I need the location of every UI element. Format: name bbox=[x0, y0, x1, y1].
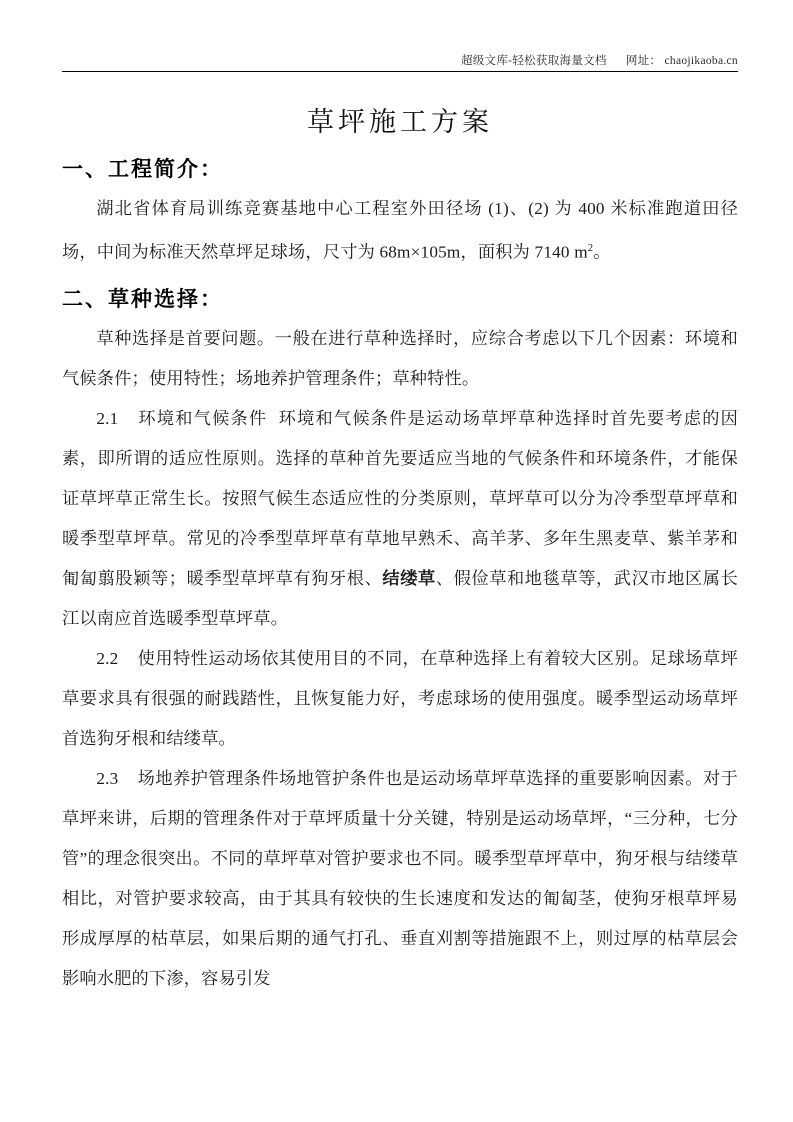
subsection-2-2-paragraph bbox=[62, 639, 738, 759]
subsection-2-1-paragraph bbox=[62, 399, 738, 639]
square-superscript: 2 bbox=[587, 243, 594, 254]
subsection-2-2-body: 运动场依其使用目的不同，在草种选择上有着较大区别。足球场草坪草要求具有很强的耐践踏性，且恢复能力好，考虑球场的使用强度。暖季型运动场草坪首选狗牙根和结缕草。 bbox=[62, 648, 738, 748]
document-body bbox=[62, 92, 738, 999]
header-watermark-text: 超级文库-轻松获取海量文档 bbox=[460, 55, 607, 67]
subsection-2-1-body-after-bold: 、假俭草和地毯草等，武汉市地区属长江以南应首选暖季型草坪草。 bbox=[62, 568, 738, 628]
page-title: 草坪施工方案 bbox=[307, 107, 493, 137]
subsection-2-2-title: 使用特性 bbox=[137, 648, 209, 668]
subsection-2-2-number: 2.2 bbox=[96, 648, 119, 668]
header-url-label: 网址： bbox=[625, 55, 662, 67]
header-divider bbox=[62, 71, 738, 72]
subsection-2-1-body-before-bold: 环境和气候条件是运动场草坪草种选择时首先要考虑的因素，即所谓的适应性原则。选择的草种首先要适应当地的气候条件和环境条件，才能保证草坪草正常生长。按照气候生态适应性的分类原则，草坪草可以分为冷季型草坪草和暖季型草坪草。常见的冷季型草坪草有草地早熟禾、高羊茅、多年生黑麦草、紫羊茅和匍匐翦股颖等；暖季型草坪草有狗牙根、 bbox=[62, 408, 738, 588]
subsection-2-3-title: 场地养护管理条件 bbox=[137, 768, 279, 788]
subsection-2-1-number: 2.1 bbox=[96, 408, 119, 428]
section-1-paragraph-text: 湖北省体育局训练竞赛基地中心工程室外田径场 (1)、(2) 为 400 米标准跑道田径场，中间为标准天然草坪足球场，尺寸为 68m×105m，面积为 7140 m bbox=[62, 199, 738, 262]
section-1-paragraph bbox=[62, 189, 738, 273]
unit-period: 。 bbox=[593, 242, 611, 262]
header-url: chaojikaoba.cn bbox=[664, 55, 738, 67]
subsection-2-1-title: 环境和气候条件 bbox=[137, 408, 268, 428]
subsection-2-1-bold-term: 结缕草 bbox=[382, 568, 436, 588]
section-heading-1: 一、工程简介： bbox=[62, 157, 223, 181]
subsection-2-3-number: 2.3 bbox=[96, 768, 119, 788]
section-2-intro-paragraph: 草种选择是首要问题。一般在进行草种选择时，应综合考虑以下几个因素：环境和气候条件；使用特性；场地养护管理条件；草种特性。 bbox=[62, 328, 738, 388]
subsection-2-3-body: 场地管护条件也是运动场草坪草选择的重要影响因素。对于草坪来讲，后期的管理条件对于草坪质量十分关键，特别是运动场草坪，“三分种，七分管”的理念很突出。不同的草坪草对管护要求也不同。暖季型草坪草中，狗牙根与结缕草相比，对管护要求较高，由于其具有较快的生长速度和发达的匍匐茎，使狗牙根草坪易形成厚厚的枯草层，如果后期的通气打孔、垂直刈割等措施跟不上，则过厚的枯草层会影响水肥的下渗，容易引发 bbox=[62, 768, 739, 988]
section-heading-2: 二、草种选择： bbox=[62, 286, 223, 311]
subsection-2-3-paragraph bbox=[62, 759, 738, 999]
header-watermark bbox=[62, 52, 738, 71]
page-header bbox=[62, 52, 738, 72]
